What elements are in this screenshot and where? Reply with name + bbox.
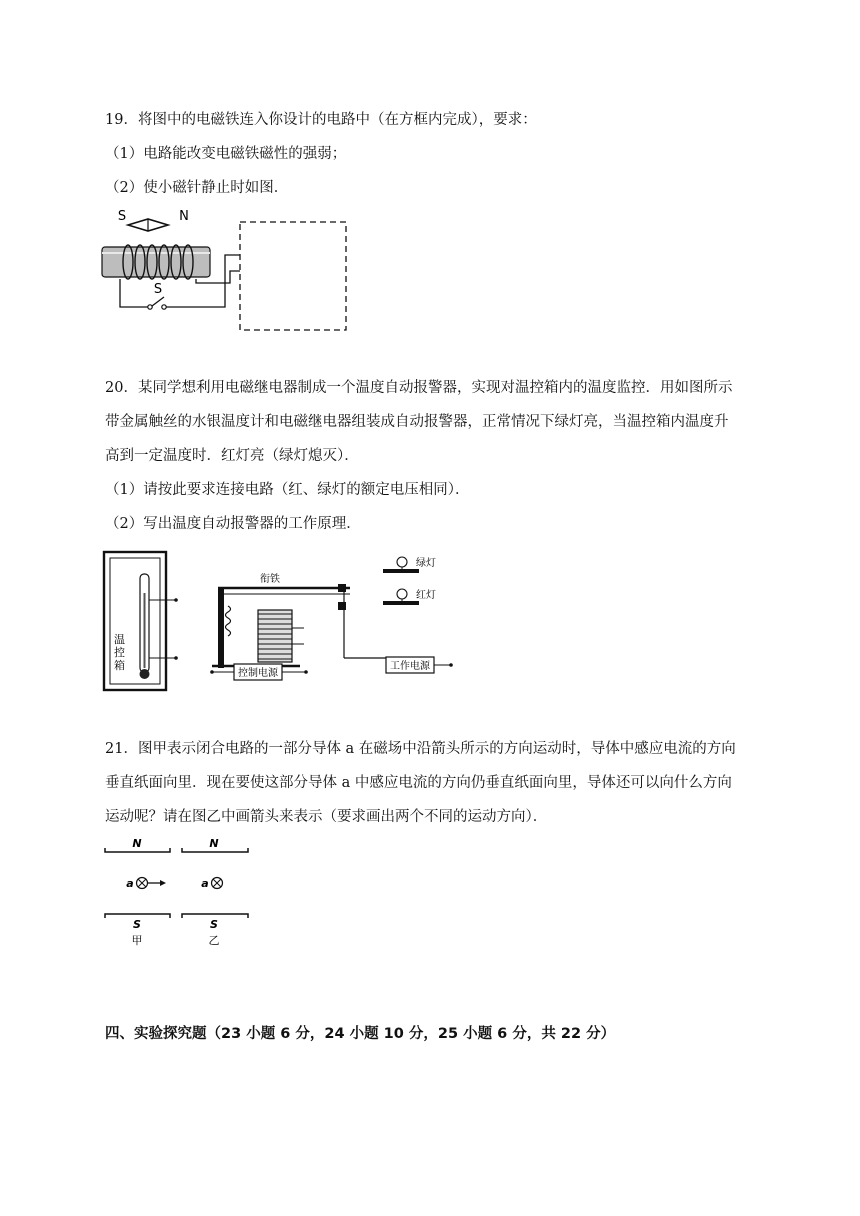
q20-alarm-figure xyxy=(100,548,460,698)
yi-conductor-label: a xyxy=(201,877,209,890)
yi-s-pole-label: S xyxy=(210,918,218,931)
q21-stem xyxy=(105,732,765,834)
jia-n-pole-label: N xyxy=(132,837,142,850)
jia-s-pole-label: S xyxy=(133,918,141,931)
q21-stem-line-1: 21．图甲表示闭合电路的一部分导体 a 在磁场中沿箭头所示的方向运动时，导体中感应电流的方向 xyxy=(105,741,736,757)
answer-dashed-box[interactable] xyxy=(240,222,346,330)
red-lamp xyxy=(383,589,419,605)
q20-requirement-1: （1）请按此要求连接电路（红、绿灯的额定电压相同）． xyxy=(105,482,470,498)
box-label-char-1: 温 xyxy=(114,633,125,646)
q19-electromagnet-figure xyxy=(100,205,360,335)
green-lamp xyxy=(383,557,419,573)
switch xyxy=(148,297,166,309)
figure-jia-caption: 甲 xyxy=(131,934,143,947)
jia-conductor-label: a xyxy=(126,877,134,890)
figure-yi-caption: 乙 xyxy=(208,934,220,947)
q19-requirement-1: （1）电路能改变电磁铁磁性的强弱； xyxy=(105,146,347,162)
armature-label: 衔铁 xyxy=(260,574,280,585)
q20-stem-line-3: 高到一定温度时．红灯亮（绿灯熄灭）． xyxy=(105,448,359,464)
figure-yi[interactable] xyxy=(182,848,248,918)
q21-stem-line-2: 垂直纸面向里．现在要使这部分导体 a 中感应电流的方向仍垂直纸面向里，导体还可以向什么方向 xyxy=(105,775,732,791)
mercury-thermometer xyxy=(140,574,178,679)
switch-label: S xyxy=(153,282,163,297)
q20-stem-line-1: 20．某同学想利用电磁继电器制成一个温度自动报警器，实现对温控箱内的温度监控．用如图所示 xyxy=(105,380,733,396)
figure-jia xyxy=(105,848,170,918)
box-label-char-3: 箱 xyxy=(114,659,125,672)
needle-n-label: N xyxy=(179,209,189,224)
section-4-heading: 四、实验探究题（23 小题 6 分，24 小题 10 分，25 小题 6 分，共 22 分） xyxy=(105,1026,616,1042)
relay xyxy=(212,584,410,668)
work-power-label: 工作电源 xyxy=(390,661,430,672)
q19-stem: 19．将图中的电磁铁连入你设计的电路中（在方框内完成），要求： xyxy=(105,112,537,128)
control-power-label: 控制电源 xyxy=(238,668,278,679)
yi-n-pole-label: N xyxy=(209,837,219,850)
q20-requirement-2: （2）写出温度自动报警器的工作原理． xyxy=(105,516,361,532)
q20-stem-line-2: 带金属触丝的水银温度计和电磁继电器组装成自动报警器，正常情况下绿灯亮，当温控箱内温度升 xyxy=(105,414,729,430)
box-label-char-2: 控 xyxy=(114,646,125,659)
red-lamp-label: 红灯 xyxy=(416,590,436,601)
q21-magnetic-field-figure xyxy=(100,832,260,950)
q21-stem-line-3: 运动呢？请在图乙中画箭头来表示（要求画出两个不同的运动方向）． xyxy=(105,809,548,825)
q20-stem xyxy=(105,371,765,541)
green-lamp-label: 绿灯 xyxy=(416,558,436,569)
q19-requirement-2: （2）使小磁针静止时如图． xyxy=(105,180,289,196)
needle-s-label: S xyxy=(117,209,127,224)
